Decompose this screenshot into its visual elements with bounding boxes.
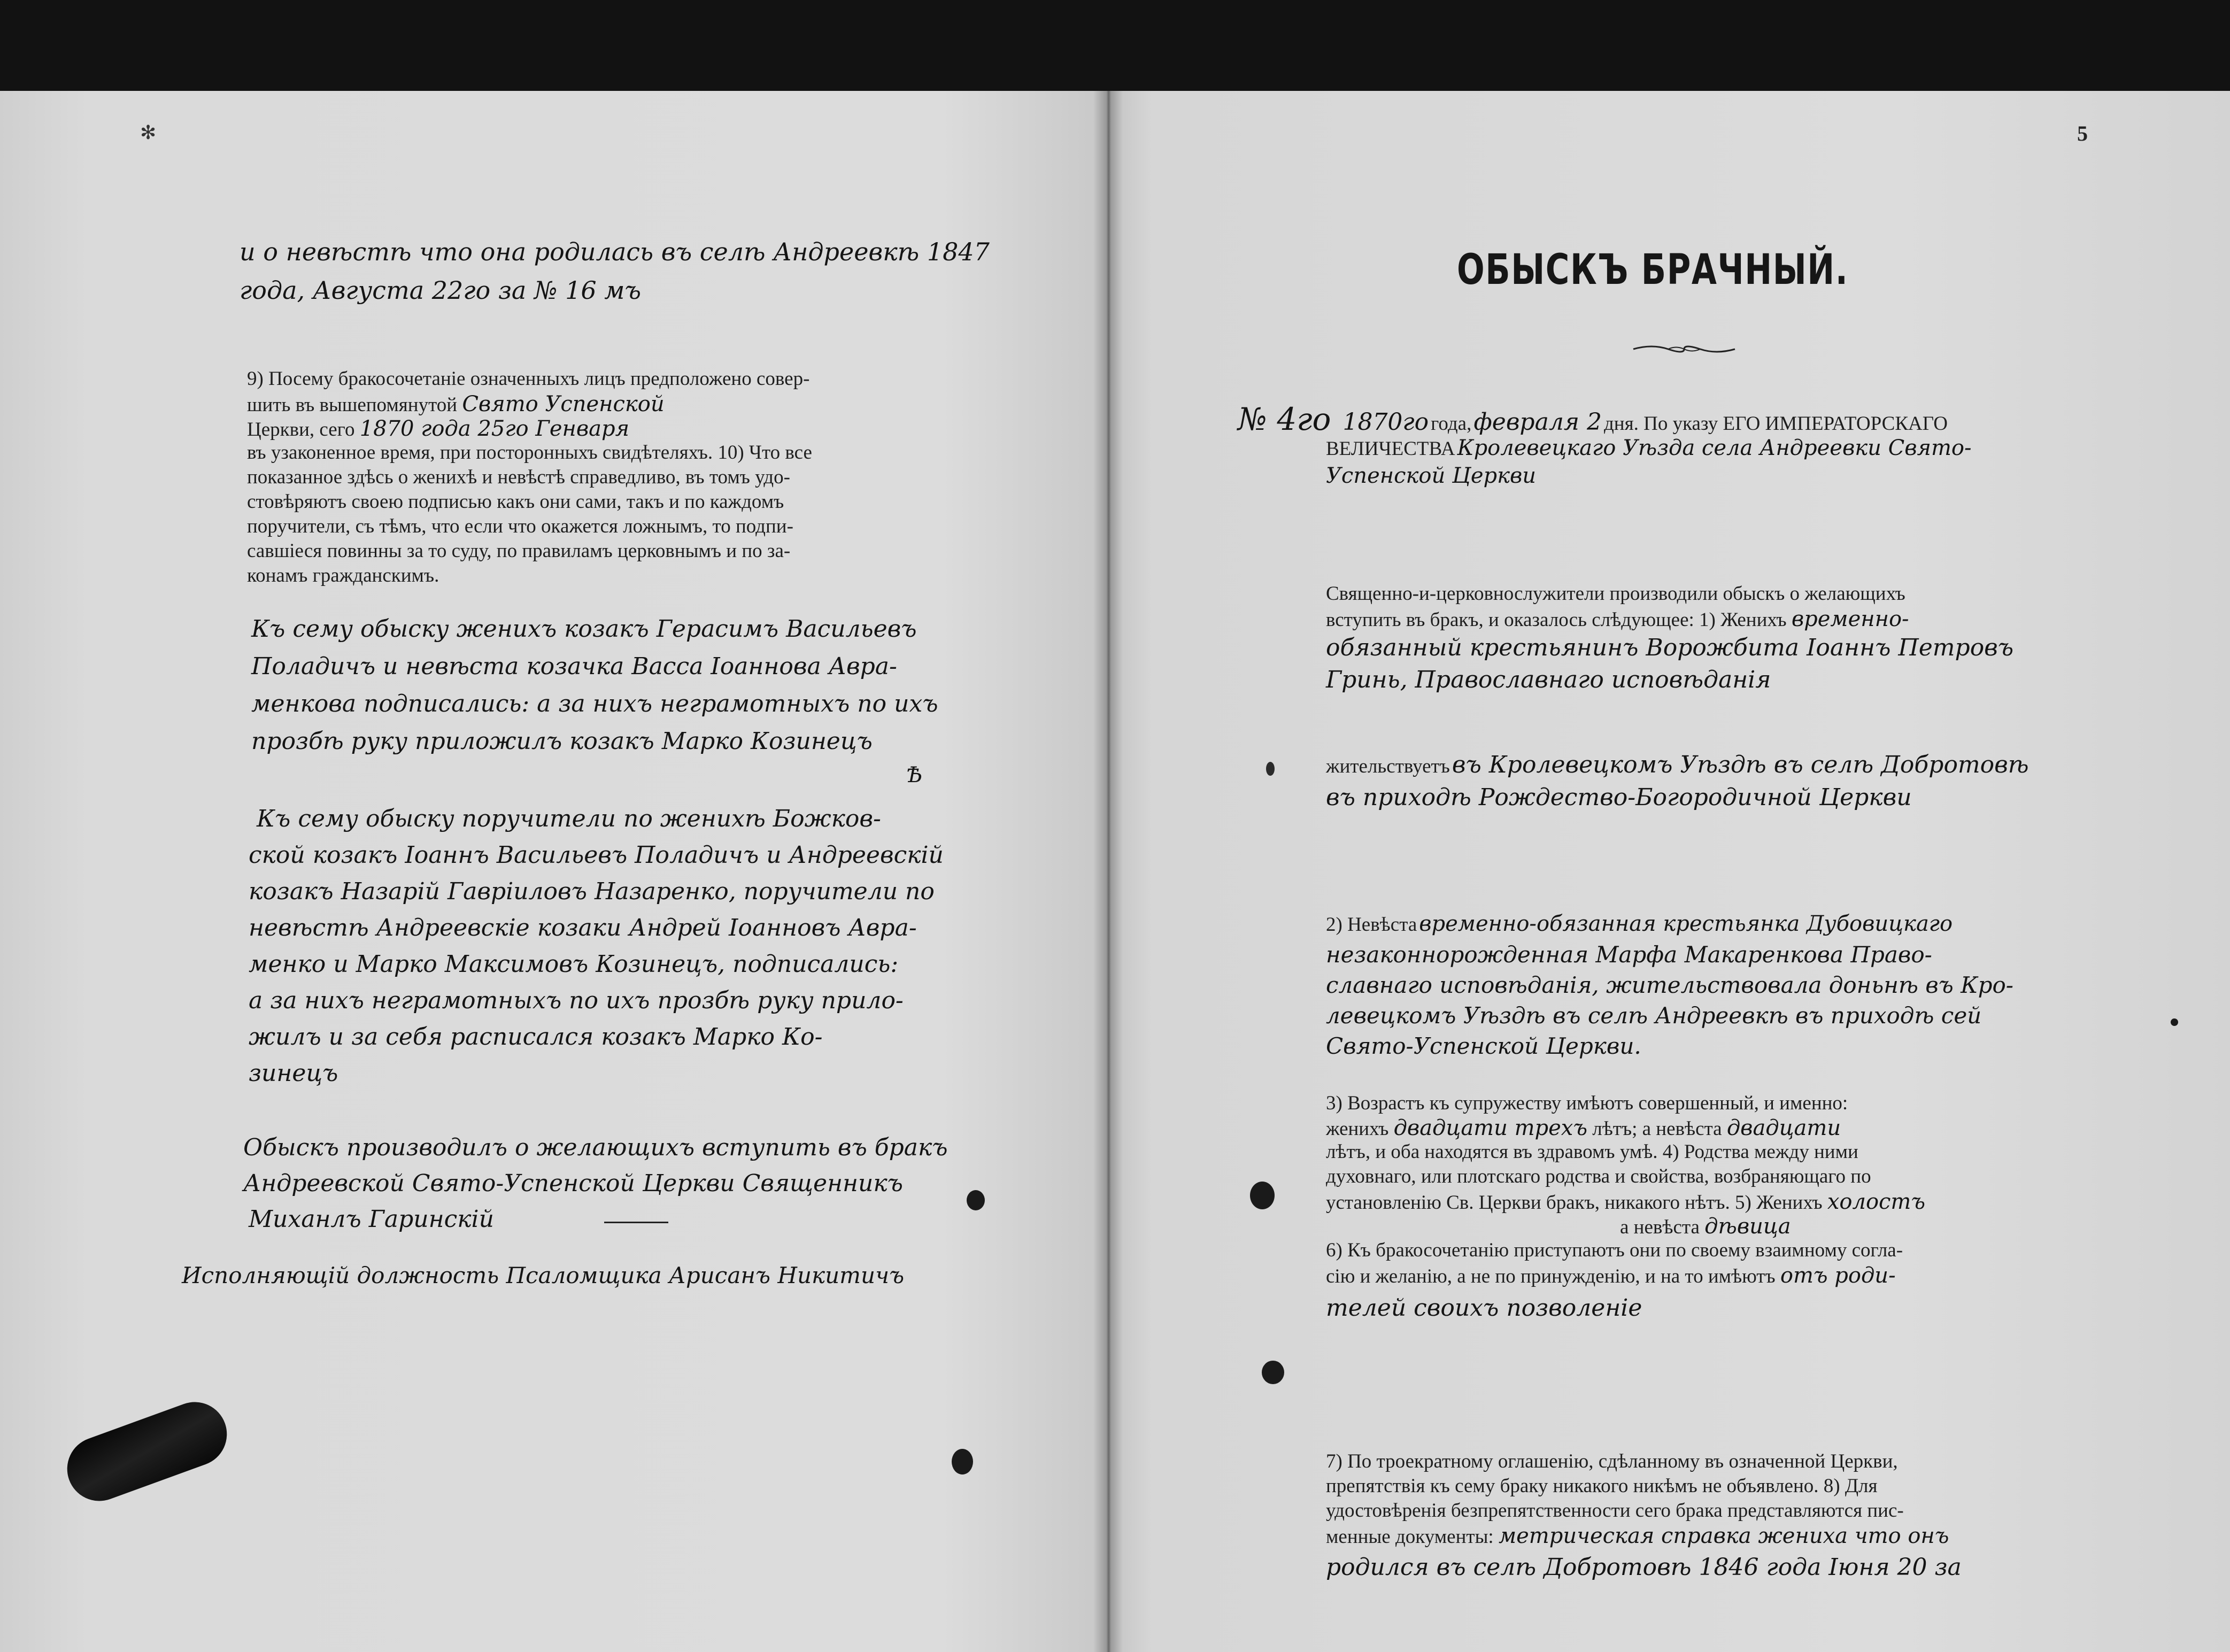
hand-block1-line-2: Поладичъ и невѣста козачка Васса Іоаннова Авра-	[251, 653, 897, 680]
item1-line-2-hand: временно-	[1791, 607, 1909, 631]
item6-line-2	[1326, 1265, 1896, 1286]
item3-line-6-print: а невѣста	[1620, 1216, 1700, 1238]
signature-flourish	[604, 1222, 668, 1223]
hand-block3-line-3: Миханлъ Гаринскій	[249, 1206, 494, 1233]
item9-line-7: поручители, съ тѣмъ, что если что окажется ложнымъ, то подпи-	[247, 515, 793, 537]
residence-line-2: въ приходѣ Рождество-Богородичной Церкви	[1326, 784, 1912, 811]
item9-line-3	[247, 418, 629, 439]
hand-top-line-2: года, Августа 22го за № 16 мъ	[240, 276, 642, 305]
item7-line-1: 7) По троекратному оглашенію, сдѣланному въ означенной Церкви,	[1326, 1450, 1898, 1472]
item3-line-6-hand: дѣвица	[1704, 1214, 1791, 1239]
item7-line-4	[1326, 1525, 1949, 1547]
hand-block2-line-2: ской козакъ Іоаннъ Васильевъ Поладичъ и Андреевскій	[249, 842, 944, 869]
hand-block1-line-5: Ѣ	[906, 763, 923, 788]
hand-block1-line-3: менкова подписались: а за нихъ неграмотныхъ по ихъ	[251, 690, 938, 717]
item3-line-1: 3) Возрастъ къ супружеству имѣютъ совершенный, и именно:	[1326, 1092, 1848, 1114]
item3-line-2-hand: двадцати трехъ	[1393, 1116, 1587, 1140]
page-number: 5	[2077, 121, 2088, 145]
item7-line-2: препятствія къ сему браку никакого никѣмъ не объявлено. 8) Для	[1326, 1475, 1878, 1497]
hand-block3-line-1: Обыскъ производилъ о желающихъ вступить въ бракъ	[243, 1134, 948, 1161]
item1-line-3: обязанный крестьянинъ Ворожбита Іоаннъ Петровъ	[1326, 634, 2014, 661]
header-month-hand: февраля 2	[1473, 408, 1602, 436]
item2-line-2: незаконнорожденная Марфа Макаренкова Право-	[1326, 941, 1932, 968]
item1-line-2-print: вступить въ бракъ, и оказалось слѣдующее: 1) Женихъ	[1326, 609, 1787, 631]
item3-line-2-hand2: двадцати	[1726, 1116, 1841, 1140]
item2-print: 2) Невѣста	[1326, 914, 1417, 936]
hand-block1-line-1: Къ сему обыску женихъ козакъ Герасимъ Васильевъ	[251, 615, 917, 643]
residence-hand-1: въ Кролевецкомъ Уѣздѣ въ селѣ Добротовѣ	[1452, 751, 2029, 778]
item2-line-5: Свято-Успенской Церкви.	[1326, 1033, 1641, 1059]
item9-line-8: савшіеся повинны за то суду, по правиламъ церковнымъ и по за-	[247, 540, 791, 562]
item9-line-1: 9) Посему бракосочетаніе означенныхъ лицъ предположено совер-	[247, 368, 810, 390]
item3-line-3: лѣтъ, и оба находятся въ здравомъ умѣ. 4) Родства между ними	[1326, 1141, 1858, 1163]
item3-line-4: духовнаго, или плотскаго родства и свойства, возбраняющаго по	[1326, 1165, 1871, 1187]
item6-line-3: телей своихъ позволеніе	[1326, 1294, 1642, 1322]
header-year-print: года,	[1431, 413, 1472, 435]
item9-line-5: показанное здѣсь о женихѣ и невѣстѣ справедливо, въ томъ удо-	[247, 466, 790, 488]
header-line-3: Успенской Церкви	[1326, 464, 1537, 488]
header-line-1	[1238, 401, 1948, 437]
item1-line-4: Гринь, Православнаго исповѣданія	[1326, 666, 1771, 693]
page-title: ОБЫСКЪ БРАЧНЫЙ.	[1457, 246, 1849, 294]
ink-mark	[1266, 762, 1275, 776]
item3-line-2a: женихъ	[1326, 1118, 1389, 1140]
hand-block1-line-4: прозбѣ руку приложилъ козакъ Марко Козинецъ	[251, 728, 873, 755]
item7-line-4-print: менные документы:	[1326, 1526, 1494, 1548]
item2-hand-1: временно-обязанная крестьянка Дубовицкаго	[1419, 912, 1953, 936]
corner-mark: ✻	[140, 122, 157, 144]
item6-line-1: 6) Къ бракосочетанію приступаютъ они по своему взаимному согла-	[1326, 1239, 1903, 1261]
item3-line-5	[1326, 1191, 1925, 1213]
item3-line-2b: лѣтъ; а невѣста	[1592, 1118, 1722, 1140]
item3-line-5-hand: холостъ	[1827, 1190, 1926, 1214]
hand-top-line-1: и о невѣстѣ что она родилась въ селѣ Андреевкѣ 1847	[240, 237, 990, 266]
header-line-2-hand: Кролевецкаго Уѣзда села Андреевки Свято-	[1457, 436, 1972, 460]
hand-block2-line-7: жилъ и за себя расписался козакъ Марко Ко-	[249, 1023, 823, 1051]
item9-line-2-hand: Свято Успенской	[462, 392, 665, 416]
item9-line-2	[247, 393, 665, 415]
item9-line-3-hand: 1870 года 25го Генваря	[359, 416, 630, 441]
header-line-2-print: ВЕЛИЧЕСТВА	[1326, 438, 1455, 460]
ink-dot	[2171, 1018, 2178, 1026]
ink-blot	[1262, 1361, 1284, 1384]
item1-line-1: Священно-и-церковнослужители производили обыскъ о желающихъ	[1326, 583, 1905, 605]
item3-line-2	[1326, 1117, 1841, 1139]
hand-block2-line-1: Къ сему обыску поручители по женихѣ Божков-	[257, 805, 881, 832]
hand-block3-line-2: Андреевской Свято-Успенской Церкви Священникъ	[243, 1170, 903, 1197]
header-year-hand: 1870го	[1342, 408, 1429, 436]
item9-line-6: стовѣряютъ своею подписью какъ они сами, такъ и по каждомъ	[247, 491, 784, 513]
item9-line-9: конамъ гражданскимъ.	[247, 565, 439, 586]
item9-line-3-print: Церкви, сего	[247, 419, 355, 441]
item9-line-4: въ узаконенное время, при посторонныхъ свидѣтеляхъ. 10) Что все	[247, 442, 812, 464]
header-line-2	[1326, 436, 1972, 460]
right-page	[1107, 91, 2230, 1652]
item9-line-2-print: шить въ вышепомянутой	[247, 394, 458, 416]
residence-print: жительствуетъ	[1326, 755, 1450, 777]
title-ornament	[1631, 341, 1738, 357]
item7-line-5: родился въ селѣ Добротовѣ 1846 года Іюня 20 за	[1326, 1554, 1962, 1581]
hand-block2-line-8: зинецъ	[249, 1060, 338, 1087]
ink-blot	[952, 1449, 973, 1475]
hand-block2-line-6: а за нихъ неграмотныхъ по ихъ прозбѣ руку прило-	[249, 987, 904, 1014]
item3-line-6	[1620, 1216, 1791, 1237]
header-day-print: дня. По указу ЕГО ИМПЕРАТОРСКАГО	[1603, 413, 1948, 435]
item3-line-5-print: установленію Св. Церкви бракъ, никакого нѣтъ. 5) Женихъ	[1326, 1192, 1823, 1214]
item2-line-4: левецкомъ Уѣздѣ въ селѣ Андреевкѣ въ приходѣ сей	[1326, 1002, 1982, 1029]
book-gutter	[1093, 91, 1123, 1652]
item2-line-1	[1326, 912, 1953, 936]
hand-block2-line-5: менко и Марко Максимовъ Козинецъ, подписались:	[249, 951, 899, 978]
hand-block4: Исполняющій должность Псаломщика Арисанъ Никитичъ	[182, 1262, 905, 1288]
item7-line-3: удостовѣренія безпрепятственности сего брака представляются пис-	[1326, 1500, 1904, 1522]
hand-block2-line-4: невѣстѣ Андреевскіе козаки Андрей Іоанновъ Авра-	[249, 914, 917, 941]
item6-line-2-print: сію и желанію, а не по принужденію, и на то имѣютъ	[1326, 1265, 1776, 1287]
ink-blot	[967, 1190, 985, 1210]
item1-line-2	[1326, 608, 1909, 630]
item6-line-2-hand: отъ роди-	[1780, 1263, 1896, 1288]
ink-blot	[1250, 1182, 1275, 1209]
item2-line-3: славнаго исповѣданія, жительствовала доньнѣ въ Кро-	[1326, 972, 2013, 998]
hand-block2-line-3: козакъ Назарій Гавріиловъ Назаренко, поручители по	[249, 878, 935, 905]
item7-line-4-hand: метрическая справка жениха что онъ	[1498, 1524, 1949, 1548]
header-number-hand: № 4го	[1238, 401, 1331, 437]
residence-line-1	[1326, 751, 2029, 778]
